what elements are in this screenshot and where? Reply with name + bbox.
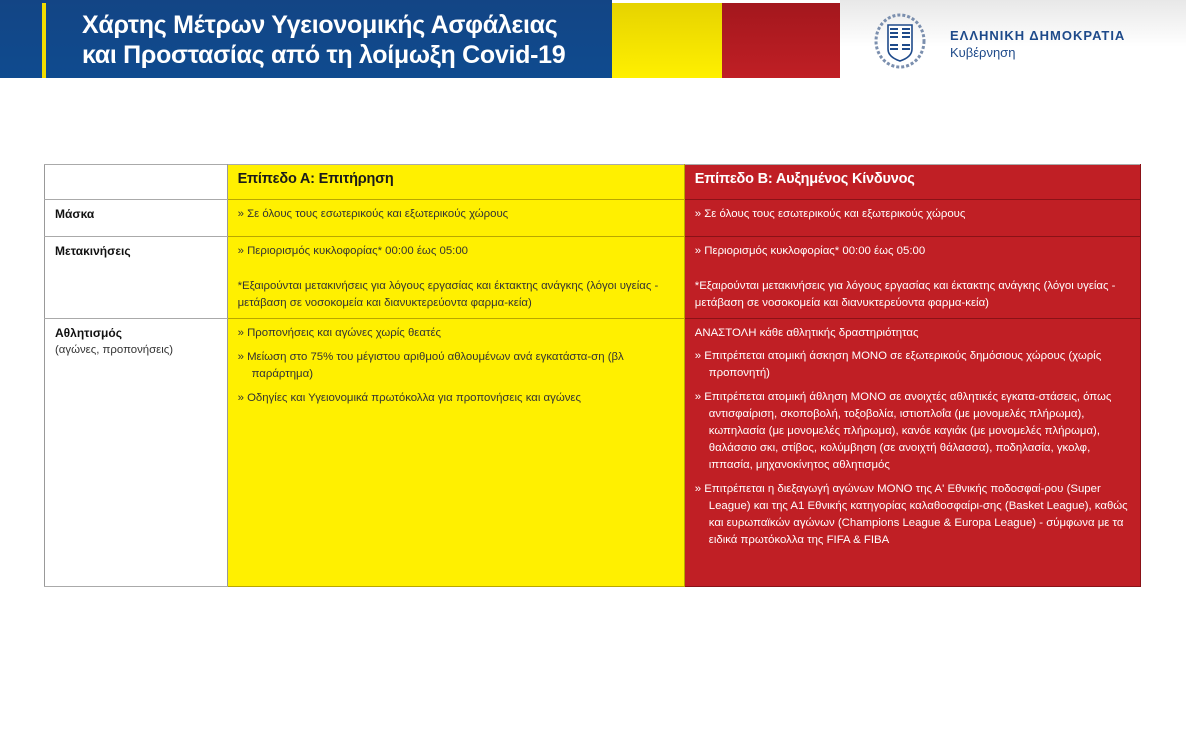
footnote: *Εξαιρούνται μετακινήσεις για λόγους εργασίας και έκτακτης ανάγκης (λόγοι υγείας - μετάβαση σε νοσοκομεία και διανυκτερεύοντα φαρμα-κεία): [694, 280, 1116, 309]
page-title-line-1: Χάρτης Μέτρων Υγειονομικής Ασφάλειας: [82, 11, 558, 39]
footnote: *Εξαιρούνται μετακινήσεις για λόγους εργασίας και έκτακτης ανάγκης (λόγοι υγείας - μετάβαση σε νοσοκομεία και διανυκτερεύοντα φαρμα-κεία): [237, 280, 659, 309]
header-banner: [0, 0, 840, 78]
row-label-sports: Αθλητισμός: [55, 326, 122, 340]
bullet-item: » Σε όλους τους εσωτερικούς και εξωτερικούς χώρους: [238, 206, 674, 223]
government-subtitle: Κυβέρνηση: [950, 45, 1016, 60]
table-row-mask: [45, 200, 1141, 237]
header-cell-empty: [45, 165, 228, 200]
header-level-b: Επίπεδο Β: Αυξημένος Κίνδυνος: [684, 165, 1140, 200]
row-label-movement: Μετακινήσεις: [55, 244, 131, 258]
row-sublabel-sports: (αγώνες, προπονήσεις): [55, 344, 174, 356]
bullet-item: » Επιτρέπεται ατομική άσκηση ΜΟΝΟ σε εξωτερικούς δημόσιους χώρους (χωρίς προπονητή): [695, 348, 1130, 382]
greek-coat-of-arms-icon: [874, 13, 926, 69]
bullet-item: » Επιτρέπεται η διεξαγωγή αγώνων ΜΟΝΟ της Α' Εθνικής ποδοσφαί-ρου (Super League) και της Α1 Εθνικής κατηγορίας καλαθοσφαίρι-σης (Basket League), καθώς και ευρωπαϊκών αγώνων (Champions League & Europa League) - σύμφωνα με τα ειδικά πρωτόκολλα της FIFA & FIBA: [695, 481, 1130, 549]
banner-red-block: [722, 3, 840, 78]
table-header-row: [45, 165, 1141, 200]
bullet-item: » Οδηγίες και Υγειονομικά πρωτόκολλα για προπονήσεις και αγώνες: [238, 390, 674, 407]
bullet-item: » Μείωση στο 75% του μέγιστου αριθμού αθλουμένων ανά εγκατάστα-ση (βλ παράρτημα): [238, 349, 674, 383]
bullet-item: » Προπονήσεις και αγώνες χωρίς θεατές: [238, 325, 674, 342]
suspension-notice: ΑΝΑΣΤΟΛΗ κάθε αθλητικής δραστηριότητας: [694, 327, 919, 339]
banner-accent-bar: [42, 3, 46, 78]
header-level-a: Επίπεδο Α: Επιτήρηση: [227, 165, 684, 200]
measures-table: [44, 164, 1141, 587]
bullet-item: » Περιορισμός κυκλοφορίας* 00:00 έως 05:00: [238, 243, 674, 260]
page-title-line-2: και Προστασίας από τη λοίμωξη Covid-19: [82, 41, 566, 69]
banner-yellow-block: [612, 3, 722, 78]
table-row-movement: [45, 237, 1141, 319]
bullet-item: » Επιτρέπεται ατομική άθληση ΜΟΝΟ σε ανοιχτές αθλητικές εγκατα-στάσεις, όπως αντισφαίριση, σκοποβολή, τοξοβολία, ιστιοπλοΐα (με μονομελές πλήρωμα), κωπηλασία (με μονομελές πλήρωμα), κανόε καγιάκ (με μονομελές πλήρωμα), θαλάσσιο σκι, στίβος, κολύμβηση (σε ανοιχτή θάλασσα), ποδηλασία, γκολφ, ιππασία, μηχανοκίνητος αθλητισμός: [695, 389, 1130, 474]
government-title: ΕΛΛΗΝΙΚΗ ΔΗΜΟΚΡΑΤΙΑ: [950, 28, 1126, 43]
table-row-sports: [45, 319, 1141, 587]
bullet-item: » Περιορισμός κυκλοφορίας* 00:00 έως 05:00: [695, 243, 1130, 260]
row-label-mask: Μάσκα: [55, 207, 95, 221]
bullet-item: » Σε όλους τους εσωτερικούς και εξωτερικούς χώρους: [695, 206, 1130, 223]
page-title: [82, 10, 565, 70]
